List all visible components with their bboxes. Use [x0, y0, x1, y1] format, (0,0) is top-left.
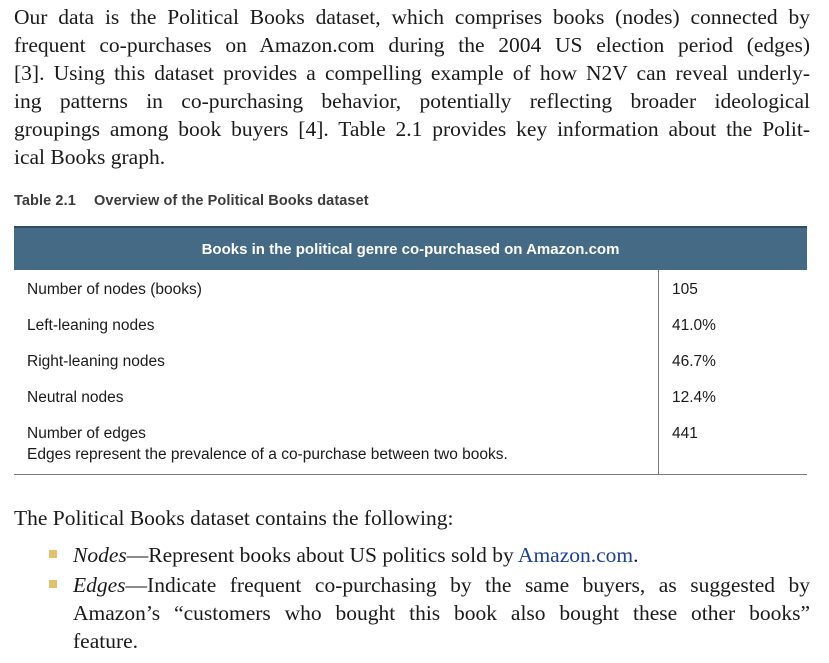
intro-line: groupings among book buyers [4]. Table 2.1 provides key information about the Polit-: [14, 117, 810, 141]
intro-line: ing patterns in co-purchasing behavior, potentially reflecting broader ideological: [14, 89, 810, 113]
intro-line: [3]. Using this dataset provides a compelling example of how N2V can reveal underly-: [14, 61, 810, 85]
bullet-list: [44, 541, 810, 655]
row-value: 41.0%: [672, 317, 716, 334]
amazon-link[interactable]: Amazon.com: [517, 543, 634, 567]
row-value-cell: [659, 270, 698, 306]
bullet-term: Nodes: [73, 543, 127, 567]
row-label: Neutral nodes: [27, 389, 124, 406]
table-caption-number: Table 2.1: [14, 193, 76, 209]
intro-paragraph: [14, 3, 810, 171]
table-caption: [14, 193, 369, 209]
row-label-cell: [14, 415, 659, 474]
square-bullet-icon: [49, 580, 57, 588]
table-header: [14, 226, 807, 270]
bullet-tail: .: [633, 543, 639, 567]
row-label-cell: [14, 378, 659, 415]
square-bullet-icon: [49, 550, 57, 558]
row-value: 105: [672, 281, 698, 298]
bullet-text: Indicate frequent co-purchasing by the same buyers, as suggested by: [147, 573, 810, 597]
list-item: [44, 541, 810, 569]
row-value: 46.7%: [672, 353, 716, 370]
row-value-cell: [659, 306, 716, 342]
row-note: Edges represent the prevalence of a co-purchase between two books.: [27, 446, 508, 463]
bullet-line: [73, 571, 810, 599]
bullet-text: Represent books about US politics sold by: [148, 543, 518, 567]
row-label: Number of edges: [27, 425, 146, 442]
row-label-cell: [14, 270, 659, 306]
bullet-dash: —: [126, 543, 149, 567]
table-row: [14, 378, 807, 415]
bullet-line: feature.: [73, 629, 139, 653]
table-header-label: Books in the political genre co-purchased on Amazon.com: [201, 240, 620, 258]
table-body: [14, 270, 807, 475]
row-label: Left-leaning nodes: [27, 317, 155, 334]
row-value-cell: [659, 342, 716, 378]
list-item: [44, 571, 810, 655]
table-row: [14, 342, 807, 378]
row-label-cell: [14, 342, 659, 378]
list-lead: The Political Books dataset contains the following:: [14, 506, 454, 530]
intro-line: Our data is the Political Books dataset, which comprises books (nodes) connected by: [14, 5, 810, 29]
row-value: 441: [672, 425, 698, 442]
intro-line: ical Books graph.: [14, 145, 166, 169]
row-label: Right-leaning nodes: [27, 353, 165, 370]
intro-line: frequent co-purchases on Amazon.com during the 2004 US election period (edges): [14, 33, 810, 57]
row-value: 12.4%: [672, 389, 716, 406]
dataset-table: [14, 226, 807, 475]
row-value-cell: [659, 415, 698, 474]
row-label-cell: [14, 306, 659, 342]
table-caption-title: Overview of the Political Books dataset: [94, 193, 369, 209]
bullet-dash: —: [125, 573, 148, 597]
bullet-term: Edges: [73, 573, 126, 597]
table-row: [14, 306, 807, 342]
bullet-line: Amazon’s “customers who bought this book also bought these other books”: [73, 601, 810, 625]
table-row: [14, 270, 807, 306]
bullet-line: [73, 541, 810, 569]
row-label: Number of nodes (books): [27, 281, 202, 298]
row-value-cell: [659, 378, 716, 415]
table-row: [14, 415, 807, 474]
